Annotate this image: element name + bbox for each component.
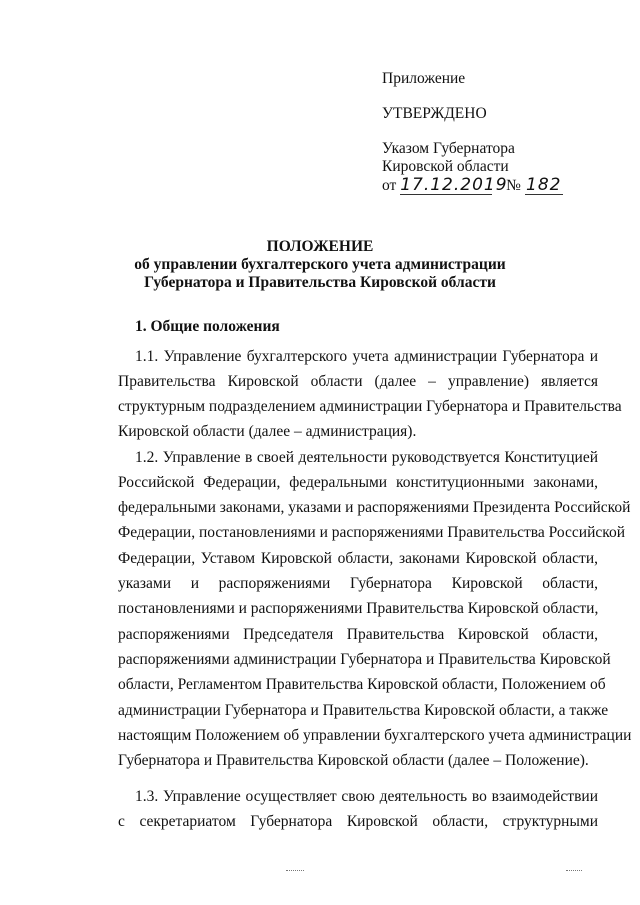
paragraph-line: настоящим Положением об управлении бухгалтерского учета администрации	[118, 727, 632, 744]
document-subtitle-1: об управлении бухгалтерского учета администрации	[134, 256, 506, 273]
document-title: ПОЛОЖЕНИЕ	[266, 238, 374, 255]
section-heading: 1. Общие положения	[135, 318, 280, 335]
paragraph-line: федеральными законами, указами и распоряжениями Президента Российской	[118, 499, 631, 516]
date-prefix: от	[382, 177, 397, 194]
handwritten-date: 17.12.2019	[400, 175, 508, 195]
number-prefix: №	[506, 177, 521, 194]
paragraph-line: Федерации, постановлениями и распоряжениями Правительства Российской	[118, 524, 626, 541]
approved-label: УТВЕРЖДЕНО	[382, 105, 487, 122]
paragraph-line: Российской Федерации, федеральными конституционными законами,	[118, 474, 598, 491]
paragraph-line: Кировской области (далее – администрация).	[118, 423, 417, 440]
paragraph-line: 1.2. Управление в своей деятельности руководствуется Конституцией	[135, 449, 598, 466]
paragraph-line: области, Регламентом Правительства Кировской области, Положением об	[118, 676, 606, 693]
paragraph-line: указами и распоряжениями Губернатора Кировской области,	[118, 575, 598, 592]
decree-date-line	[382, 176, 563, 195]
decree-line-2: Кировской области	[382, 158, 509, 175]
paragraph-line: с секретариатом Губернатора Кировской области, структурными	[118, 813, 598, 830]
paragraph-line: администрации Губернатора и Правительства Кировской области, а также	[118, 702, 609, 719]
paragraph-line: Губернатора и Правительства Кировской области (далее – Положение).	[118, 752, 589, 769]
paragraph-line: структурным подразделением администрации Губернатора и Правительства	[118, 398, 622, 415]
appendix-label: Приложение	[382, 70, 466, 87]
paragraph-line: 1.1. Управление бухгалтерского учета администрации Губернатора и	[135, 348, 598, 365]
paragraph-line: распоряжениями Председателя Правительства Кировской области,	[118, 626, 598, 643]
document-subtitle-2: Губернатора и Правительства Кировской области	[144, 274, 496, 291]
scan-mark	[566, 870, 582, 872]
paragraph-line: распоряжениями администрации Губернатора и Правительства Кировской	[118, 651, 611, 668]
paragraph-line: 1.3. Управление осуществляет свою деятельность во взаимодействии	[135, 788, 598, 805]
paragraph-line: Федерации, Уставом Кировской области, законами Кировской области,	[118, 550, 598, 567]
scan-mark	[286, 870, 304, 872]
paragraph-line: Правительства Кировской области (далее – управление) является	[118, 373, 598, 390]
handwritten-number: 182	[526, 175, 562, 195]
paragraph-line: постановлениями и распоряжениями Правительства Кировской области,	[118, 600, 599, 617]
decree-line-1: Указом Губернатора	[382, 140, 515, 157]
